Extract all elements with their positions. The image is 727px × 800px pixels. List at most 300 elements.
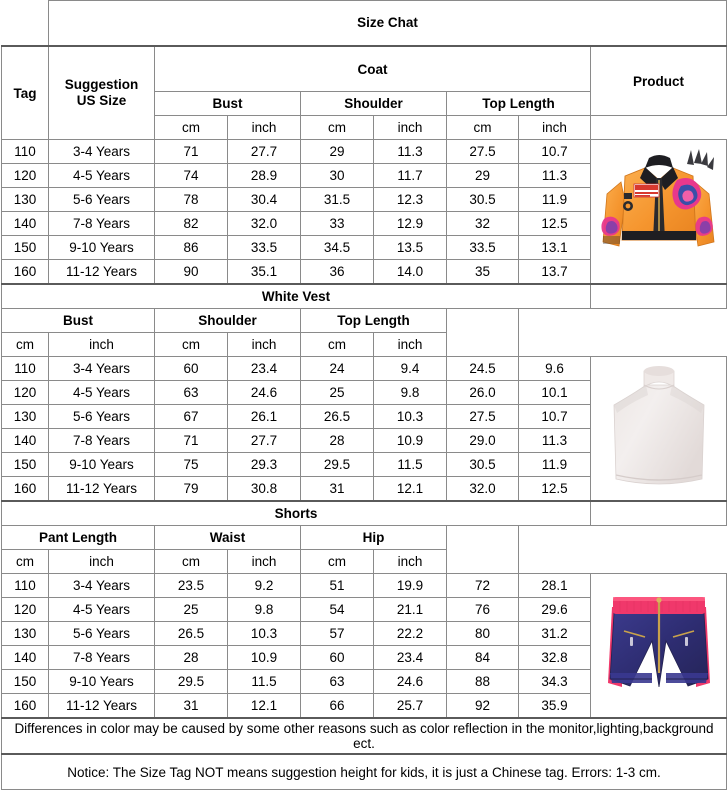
unit-cm (155, 116, 228, 140)
cell-measure-value (519, 453, 591, 477)
cell-measure-value (155, 381, 228, 405)
measure-header-shoulder (301, 92, 447, 116)
cell-measure-value (374, 477, 447, 502)
cell-measure-value (447, 236, 519, 260)
tag-value: 160 (13, 698, 37, 713)
measure-value: 22.2 (396, 626, 424, 641)
cell-measure-value (374, 140, 447, 164)
measure-value: 74 (183, 168, 199, 183)
cell-measure-value (228, 574, 301, 598)
cell-measure-value (374, 357, 447, 381)
cell-measure-value (374, 188, 447, 212)
measure-value: 29.3 (250, 457, 278, 472)
cell-measure-value (374, 164, 447, 188)
unit-label: inch (251, 337, 277, 352)
cell-tag (2, 260, 49, 285)
cell-tag (2, 140, 49, 164)
cell-measure-value (374, 381, 447, 405)
tag-value: 110 (14, 361, 36, 376)
measure-value: 9.8 (254, 602, 274, 617)
measure-header-top-length (447, 92, 591, 116)
cell-measure-value (301, 453, 374, 477)
age-value: 5-6 Years (72, 409, 131, 424)
age-value: 9-10 Years (69, 674, 134, 689)
cell-measure-value (519, 357, 591, 381)
cell-tag (2, 574, 49, 598)
cell-age (49, 164, 155, 188)
cell-measure-value (301, 357, 374, 381)
measure-value: 11.9 (541, 192, 568, 207)
measure-value: 30.4 (250, 192, 278, 207)
measure-value: 28 (183, 650, 199, 665)
cell-age (49, 453, 155, 477)
measure-value: 29 (474, 168, 491, 183)
cell-measure-value (301, 646, 374, 670)
cell-measure-value (519, 212, 591, 236)
cell-measure-value (155, 622, 228, 646)
cell-measure-value (519, 574, 591, 598)
measure-value: 10.7 (541, 144, 568, 159)
cell-measure-value (228, 236, 301, 260)
unit-cm (301, 116, 374, 140)
header-suggestion (49, 46, 155, 140)
cell-measure-value (374, 236, 447, 260)
measure-header-waist (155, 526, 301, 550)
cell-measure-value (228, 477, 301, 502)
age-value: 11-12 Years (65, 698, 138, 713)
cell-measure-value (228, 357, 301, 381)
measure-value: 10.9 (396, 433, 424, 448)
measure-header-bust (155, 92, 301, 116)
cell-measure-value (519, 260, 591, 285)
product-image-white-vest (591, 357, 727, 502)
tag-value: 140 (13, 216, 37, 231)
cell-age (49, 646, 155, 670)
measure-value: 23.5 (177, 578, 205, 593)
measure-value: 11.9 (541, 457, 568, 472)
measure-label: Top Length (482, 96, 555, 111)
cell-measure-value (155, 260, 228, 285)
cell-measure-value (447, 646, 519, 670)
measure-value: 9.8 (400, 385, 420, 400)
cell-measure-value (447, 357, 519, 381)
age-value: 5-6 Years (72, 626, 131, 641)
measure-value: 29.5 (177, 674, 205, 689)
section-label: Shorts (274, 506, 318, 521)
cell-age (49, 477, 155, 502)
cell-measure-value (447, 694, 519, 719)
cell-measure-value (155, 453, 228, 477)
cell-measure-value (447, 429, 519, 453)
cell-measure-value (155, 405, 228, 429)
measure-value: 13.5 (396, 240, 424, 255)
age-value: 3-4 Years (72, 578, 131, 593)
cell-measure-value (374, 429, 447, 453)
cell-measure-value (519, 646, 591, 670)
measure-value: 11.3 (541, 168, 568, 183)
measure-value: 32.0 (250, 216, 278, 231)
measure-value: 12.5 (541, 216, 568, 231)
unit-cm (301, 333, 374, 357)
cell-measure-value (519, 477, 591, 502)
cell-age (49, 405, 155, 429)
measure-value: 10.7 (541, 409, 568, 424)
cell-tag (2, 598, 49, 622)
measure-value: 57 (329, 626, 345, 641)
measure-value: 84 (474, 650, 491, 665)
cell-measure-value (447, 477, 519, 502)
measure-header-bust (2, 309, 155, 333)
cell-measure-value (519, 694, 591, 719)
unit-label: inch (397, 337, 423, 352)
cell-measure-value (301, 694, 374, 719)
unit-label: inch (251, 120, 277, 135)
cell-measure-value (155, 646, 228, 670)
cell-measure-value (155, 164, 228, 188)
white-mock-neck-crop-top-icon (598, 361, 720, 497)
navy-pink-shorts-icon (596, 587, 722, 705)
cell-measure-value (519, 622, 591, 646)
tag-value: 150 (13, 240, 37, 255)
measure-value: 26.0 (469, 385, 496, 400)
age-value: 5-6 Years (72, 192, 131, 207)
measure-value: 32.8 (541, 650, 568, 665)
cell-measure-value (228, 429, 301, 453)
measure-value: 66 (329, 698, 345, 713)
measure-value: 27.5 (469, 409, 496, 424)
tag-value: 120 (13, 602, 37, 617)
cell-measure-value (374, 574, 447, 598)
product-spacer (591, 501, 727, 526)
tag-value: 140 (13, 650, 37, 665)
cell-age (49, 694, 155, 719)
cell-age (49, 357, 155, 381)
unit-label: cm (328, 554, 346, 569)
cell-measure-value (228, 140, 301, 164)
cell-measure-value (519, 381, 591, 405)
product-spacer (591, 284, 727, 309)
cell-measure-value (519, 405, 591, 429)
measure-value: 12.1 (250, 698, 278, 713)
measure-value: 13.1 (541, 240, 568, 255)
cell-measure-value (155, 477, 228, 502)
cell-measure-value (155, 574, 228, 598)
cell-tag (2, 381, 49, 405)
measure-value: 33.5 (250, 240, 278, 255)
measure-value: 26.5 (177, 626, 205, 641)
age-value: 11-12 Years (65, 481, 138, 496)
measure-value: 25.7 (396, 698, 424, 713)
unit-label: inch (89, 554, 114, 569)
cell-measure-value (301, 140, 374, 164)
measure-value: 35.9 (541, 698, 568, 713)
measure-value: 12.5 (541, 481, 568, 496)
header-suggestion-line2: US Size (76, 93, 127, 108)
cell-measure-value (447, 212, 519, 236)
measure-value: 24.6 (396, 674, 424, 689)
header-suggestion-line1: Suggestion (64, 77, 139, 93)
section-header-coat: Coat (155, 46, 591, 92)
cell-measure-value (374, 405, 447, 429)
measure-value: 88 (474, 674, 491, 689)
cell-age (49, 429, 155, 453)
measure-value: 35 (474, 264, 491, 279)
cell-measure-value (447, 164, 519, 188)
measure-value: 36 (329, 264, 345, 279)
measure-header-hip (301, 526, 447, 550)
section-header-shorts (2, 501, 591, 526)
tag-value: 130 (13, 626, 37, 641)
color-note-row (2, 718, 727, 754)
unit-header-row (2, 550, 727, 574)
age-value: 4-5 Years (72, 168, 131, 183)
tag-value: 120 (13, 168, 37, 183)
measure-value: 12.1 (396, 481, 424, 496)
measure-value: 63 (329, 674, 345, 689)
cell-tag (2, 646, 49, 670)
color-note (2, 718, 727, 754)
measure-header-shoulder (155, 309, 301, 333)
measure-label: Shoulder (344, 96, 403, 111)
unit-cm (2, 333, 49, 357)
cell-measure-value (228, 405, 301, 429)
tag-value: 150 (13, 674, 37, 689)
cell-measure-value (519, 670, 591, 694)
measure-value: 26.1 (250, 409, 278, 424)
cell-measure-value (228, 188, 301, 212)
unit-inch (228, 550, 301, 574)
unit-cm (155, 550, 228, 574)
section-label: White Vest (261, 289, 331, 304)
title-row (2, 1, 727, 47)
measure-header-row (2, 309, 727, 333)
cell-measure-value (228, 212, 301, 236)
corner-spacer (2, 1, 49, 47)
measure-value: 31 (183, 698, 199, 713)
cell-measure-value (374, 646, 447, 670)
cell-measure-value (301, 574, 374, 598)
measure-value: 51 (329, 578, 345, 593)
measure-value: 12.9 (396, 216, 424, 231)
cell-measure-value (447, 574, 519, 598)
cell-measure-value (301, 236, 374, 260)
measure-value: 14.0 (396, 264, 424, 279)
measure-value: 90 (183, 264, 199, 279)
cell-measure-value (447, 598, 519, 622)
measure-value: 82 (183, 216, 199, 231)
measure-value: 28 (329, 433, 345, 448)
table-row (2, 140, 727, 164)
measure-value: 29.6 (541, 602, 568, 617)
cell-measure-value (519, 164, 591, 188)
color-note-text: Differences in color may be caused by some other reasons such as color reflection in the monitor,lighting,background ect. (14, 721, 714, 751)
measure-value: 28.9 (250, 168, 278, 183)
tag-value: 130 (13, 409, 37, 424)
measure-value: 25 (183, 602, 199, 617)
age-value: 7-8 Years (72, 650, 131, 665)
unit-inch (228, 116, 301, 140)
measure-value: 32 (474, 216, 491, 231)
unit-label: cm (16, 337, 34, 352)
unit-inch (374, 333, 447, 357)
measure-value: 30.5 (469, 457, 496, 472)
unit-cm (2, 550, 49, 574)
cell-measure-value (301, 622, 374, 646)
cell-measure-value (374, 260, 447, 285)
cell-measure-value (155, 694, 228, 719)
measure-value: 13.7 (541, 264, 568, 279)
cell-measure-value (228, 646, 301, 670)
measure-value: 35.1 (250, 264, 278, 279)
age-value: 3-4 Years (72, 144, 131, 159)
unit-inch (374, 116, 447, 140)
cell-tag (2, 212, 49, 236)
cell-age (49, 140, 155, 164)
measure-value: 10.3 (396, 409, 424, 424)
measure-value: 34.3 (541, 674, 568, 689)
cell-measure-value (447, 140, 519, 164)
measure-label: Hip (362, 530, 385, 545)
measure-value: 76 (474, 602, 491, 617)
cell-tag (2, 405, 49, 429)
tag-value: 160 (13, 264, 37, 279)
cell-measure-value (228, 381, 301, 405)
measure-header-row (2, 526, 727, 550)
cell-measure-value (447, 670, 519, 694)
orange-bomber-jacket-icon (595, 146, 723, 278)
measure-label: Pant Length (39, 530, 117, 545)
cell-measure-value (519, 188, 591, 212)
measure-label: Bust (63, 313, 93, 328)
section-header-white-vest (2, 284, 591, 309)
cell-measure-value (301, 164, 374, 188)
measure-value: 60 (329, 650, 345, 665)
measure-value: 30.8 (250, 481, 278, 496)
measure-value: 29.5 (323, 457, 351, 472)
measure-value: 30 (329, 168, 345, 183)
measure-value: 23.4 (396, 650, 424, 665)
measure-value: 78 (183, 192, 199, 207)
cell-age (49, 574, 155, 598)
measure-value: 27.7 (250, 144, 278, 159)
cell-age (49, 260, 155, 285)
measure-value: 24.6 (250, 385, 278, 400)
measure-value: 31.2 (541, 626, 568, 641)
unit-label: inch (251, 554, 277, 569)
measure-header-top-length (301, 309, 447, 333)
age-value: 7-8 Years (72, 216, 131, 231)
cell-measure-value (374, 622, 447, 646)
cell-measure-value (228, 694, 301, 719)
tag-value: 160 (13, 481, 37, 496)
measure-value: 92 (474, 698, 491, 713)
age-value: 3-4 Years (72, 361, 131, 376)
section-banner-row (2, 284, 727, 309)
measure-value: 31.5 (323, 192, 351, 207)
measure-label: Top Length (337, 313, 410, 328)
size-note-text: Notice: The Size Tag NOT means suggestion height for kids, it is just a Chinese tag. Errors: 1-3 cm. (67, 764, 661, 780)
unit-label: inch (542, 120, 567, 135)
cell-age (49, 188, 155, 212)
cell-tag (2, 453, 49, 477)
measure-value: 28.1 (541, 578, 568, 593)
cell-measure-value (519, 140, 591, 164)
cell-tag (2, 429, 49, 453)
unit-label: cm (328, 337, 346, 352)
age-value: 7-8 Years (72, 433, 131, 448)
cell-measure-value (374, 670, 447, 694)
measure-value: 19.9 (396, 578, 424, 593)
cell-measure-value (301, 260, 374, 285)
cell-age (49, 598, 155, 622)
cell-age (49, 622, 155, 646)
header-product: Product (591, 46, 727, 116)
unit-label: inch (89, 337, 114, 352)
unit-inch (49, 333, 155, 357)
cell-measure-value (519, 429, 591, 453)
cell-measure-value (155, 140, 228, 164)
tag-value: 110 (14, 578, 36, 593)
cell-tag (2, 622, 49, 646)
unit-inch (228, 333, 301, 357)
cell-measure-value (447, 188, 519, 212)
cell-measure-value (301, 381, 374, 405)
cell-measure-value (155, 188, 228, 212)
cell-tag (2, 164, 49, 188)
measure-label: Bust (212, 96, 243, 111)
measure-header-pant-length (2, 526, 155, 550)
size-note (2, 754, 727, 790)
cell-measure-value (155, 357, 228, 381)
measure-value: 75 (183, 457, 199, 472)
measure-label: Shoulder (198, 313, 257, 328)
measure-value: 63 (183, 385, 199, 400)
cell-measure-value (228, 260, 301, 285)
measure-value: 79 (183, 481, 199, 496)
measure-value: 27.7 (250, 433, 278, 448)
unit-label: cm (182, 337, 200, 352)
measure-label: Waist (209, 530, 246, 545)
unit-inch (374, 550, 447, 574)
tag-value: 150 (13, 457, 37, 472)
measure-value: 33 (329, 216, 345, 231)
unit-label: cm (182, 554, 200, 569)
cell-measure-value (301, 429, 374, 453)
cell-measure-value (228, 453, 301, 477)
measure-value: 11.3 (541, 433, 568, 448)
unit-label: inch (397, 554, 423, 569)
cell-measure-value (447, 622, 519, 646)
cell-measure-value (374, 598, 447, 622)
measure-value: 24 (329, 361, 345, 376)
age-value: 11-12 Years (65, 264, 138, 279)
product-spacer (447, 309, 519, 357)
cell-measure-value (155, 670, 228, 694)
cell-tag (2, 670, 49, 694)
unit-label: cm (473, 120, 492, 135)
product-image-shorts (591, 574, 727, 719)
cell-measure-value (519, 598, 591, 622)
measure-value: 10.1 (541, 385, 568, 400)
cell-measure-value (374, 453, 447, 477)
measure-value: 67 (183, 409, 199, 424)
cell-measure-value (228, 164, 301, 188)
age-value: 4-5 Years (72, 385, 131, 400)
tag-value: 130 (13, 192, 37, 207)
cell-tag (2, 357, 49, 381)
measure-value: 33.5 (469, 240, 496, 255)
unit-label: cm (16, 554, 34, 569)
